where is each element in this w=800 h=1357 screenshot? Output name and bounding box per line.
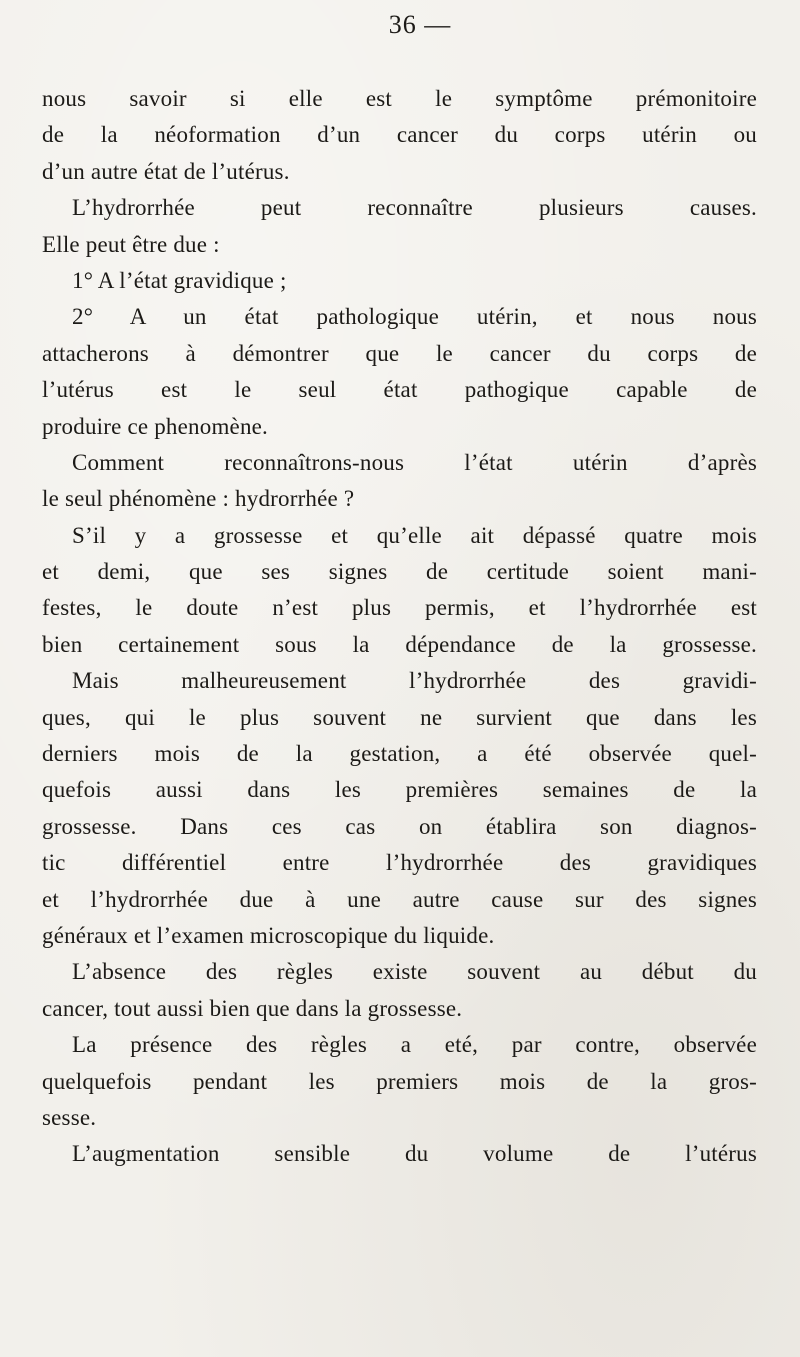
text-line: généraux et l’examen microscopique du liquide. — [42, 922, 495, 948]
text-line: et demi, que ses signes de certitude soient mani- — [42, 559, 757, 585]
text-line: tic différentiel entre l’hydrorrhée des gravidiques — [42, 850, 757, 876]
text-line: La présence des règles a eté, par contre, observée — [72, 1032, 757, 1058]
text-line: festes, le doute n’est plus permis, et l’hydrorrhée est — [42, 595, 757, 621]
text-line: Elle peut être due : — [42, 231, 220, 257]
text-line: Mais malheureusement l’hydrorrhée des gravidi- — [72, 668, 757, 694]
text-line: 2° A un état pathologique utérin, et nous nous — [72, 304, 757, 330]
text-line: nous savoir si elle est le symptôme prémonitoire — [42, 86, 757, 111]
text-line: cancer, tout aussi bien que dans la grossesse. — [42, 995, 463, 1021]
text-line: le seul phénomène : hydrorrhée ? — [42, 486, 355, 512]
text-line: grossesse. Dans ces cas on établira son diagnos- — [42, 813, 757, 839]
text-line: bien certainement sous la dépendance de la grossesse. — [42, 631, 757, 657]
text-line: L’augmentation sensible du volume de l’utérus — [72, 1141, 757, 1167]
text-line: produire ce phenomène. — [42, 413, 268, 439]
text-line: de la néoformation d’un cancer du corps utérin ou — [42, 122, 757, 148]
text-line: S’il y a grossesse et qu’elle ait dépassé quatre mois — [72, 522, 757, 548]
text-line: quelquefois pendant les premiers mois de la gros- — [42, 1068, 757, 1094]
text-line: 1° A l’état gravidique ; — [72, 267, 287, 293]
body-text — [42, 81, 757, 1173]
page-number: 36 — — [388, 10, 452, 39]
text-line: sesse. — [42, 1104, 97, 1130]
text-line: et l’hydrorrhée due à une autre cause sur des signes — [42, 886, 757, 912]
text-line: derniers mois de la gestation, a été observée quel- — [42, 741, 757, 767]
text-line: l’utérus est le seul état pathogique capable de — [42, 377, 757, 403]
page-header — [0, 10, 800, 40]
text-line: attacherons à démontrer que le cancer du corps de — [42, 340, 757, 366]
text-line: ques, qui le plus souvent ne survient que dans les — [42, 704, 757, 730]
text-line: d’un autre état de l’utérus. — [42, 158, 290, 184]
text-line: Comment reconnaîtrons-nous l’état utérin d’après — [72, 449, 757, 475]
text-line: quefois aussi dans les premières semaines de la — [42, 777, 757, 803]
text-line: L’hydrorrhée peut reconnaître plusieurs causes. — [72, 195, 757, 221]
text-line: L’absence des règles existe souvent au début du — [72, 959, 757, 985]
